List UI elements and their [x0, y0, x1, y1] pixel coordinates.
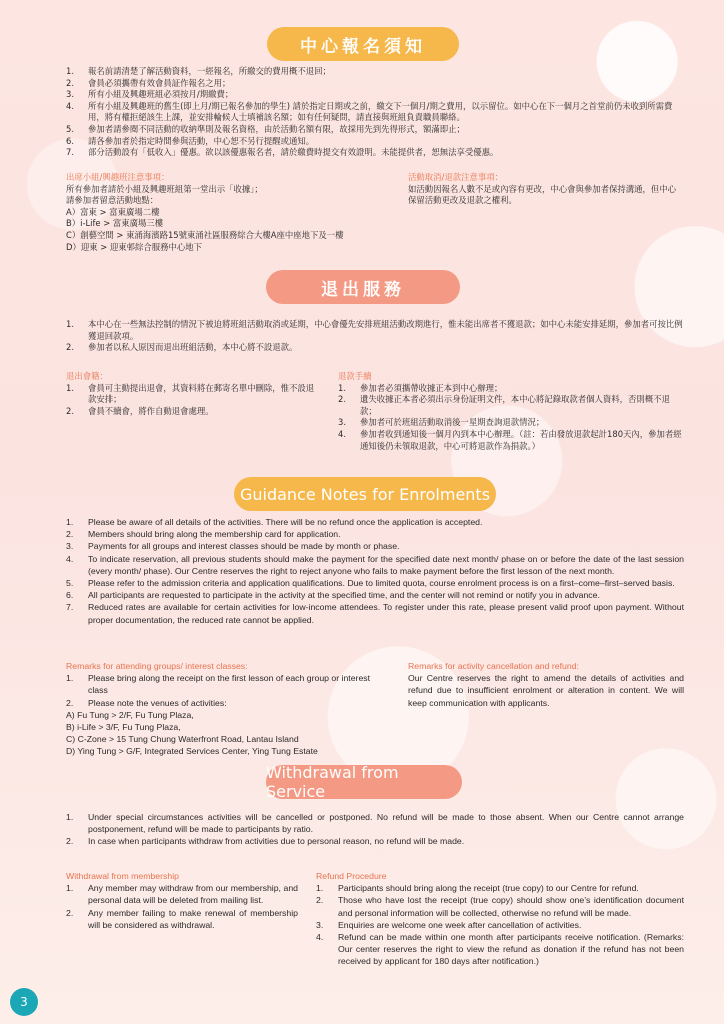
list-item: 4. 參加者收到通知後一個月內到本中心辦理。（註：若由發放退款起計180天內，參加者經通知後仍未領取退款，中心可將退款作為捐款。） — [338, 428, 682, 451]
list-item: 2. Please note the venues of activities: — [66, 697, 227, 708]
list-item: 7. Reduced rates are available for certain activities for low-income attendees. To register under this rate, please present valid proof upon payment. Without proper documentation, the reduced rate cannot be applied. — [66, 602, 684, 625]
list-item: 2. Members should bring along the membership card for application. — [66, 529, 341, 540]
attend-notes-zh — [66, 172, 386, 253]
list-item: 1. 本中心在一些無法控制的情況下被迫將班組活動取消或延期，中心會優先安排班組活動改期進行，惟未能出席者不獲退款；如中心未能安排延期，參加者可按比例獲退回款項。 — [66, 319, 683, 341]
list-item: 1. 會員可主動提出退會，其資料將在郵寄名單中刪除，惟不設退款安排； — [66, 382, 315, 405]
page-number-badge: 3 — [10, 988, 38, 1016]
list-item: 1. Please be aware of all details of the activities. There will be no refund once the application is accepted. — [66, 517, 483, 527]
cancel-text-zh: 如活動因報名人數不足或內容有更改，中心會與參加者保持溝通，但中心保留活動更改及退款之權利。 — [408, 183, 676, 206]
list-item: 6. 請各參加者於指定時間參與活動，中心恕不另行提醒或通知。 — [66, 135, 315, 146]
withdraw-list-en — [66, 811, 684, 848]
list-item: 2. Those who have lost the receipt (true copy) should show one’s identification document and personal information will be collected, otherwise no refund will be made. — [316, 895, 684, 918]
refund-notes-en — [316, 870, 684, 968]
enrol-list-zh — [66, 66, 684, 159]
list-item: 3. Payments for all groups and interest classes should be made by month or phase. — [66, 541, 400, 552]
list-item: 1. 參加者必須攜帶收據正本到中心辦理； — [338, 382, 503, 393]
venue-item: A）富東 > 富東廣場二樓 — [66, 206, 160, 217]
refund-heading-zh: 退款手續 — [338, 371, 372, 381]
attend-heading-zh: 出席小組/興趣班注意事項： — [66, 172, 170, 182]
list-item: 4. Refund can be made within one month after participants receive notification. (Remarks: Our center reserves the right to view the refund as donation if the refund has not been received by applicant for 180 days after notification.) — [316, 932, 684, 967]
refund-heading-en: Refund Procedure — [316, 871, 387, 881]
venue-item: C) C-Zone > 15 Tung Chung Waterfront Road, Lantau Island — [66, 734, 299, 745]
list-item: 5. Please refer to the admission criteria and application qualifications. Due to limited quota, course enrolment process is on a first–come–first–served basis. — [66, 578, 675, 589]
list-item: 2. 遺失收據正本者必須出示身份証明文件，本中心將記錄取款者個人資料，否則概不退款； — [338, 394, 670, 416]
list-item: 3. 所有小組及興趣班組必須按月/期繳費； — [66, 89, 234, 100]
list-item: 1. Any member may withdraw from our membership, and personal data will be deleted from mailing list. — [66, 883, 298, 906]
list-item: 2. In case when participants withdraw from activities due to personal reason, no refund will be made. — [66, 836, 465, 847]
cancel-notes-en — [408, 660, 684, 709]
list-item: 2. 會員不續會，將作自動退會處理。 — [66, 405, 214, 416]
list-item: 7. 部分活動設有「低收入」優惠。欲以該優惠報名者，請於繳費時提交有效證明。未能提供者，恕無法享受優惠。 — [66, 147, 499, 158]
enrol-title-en: Guidance Notes for Enrolments — [234, 477, 496, 511]
venue-item: A) Fu Tung > 2/F, Fu Tung Plaza, — [66, 709, 194, 720]
member-heading-zh: 退出會籍： — [66, 371, 108, 381]
enrol-title-zh: 中心報名須知 — [267, 27, 459, 61]
attend-notes-en — [66, 660, 386, 758]
member-notes-zh — [66, 371, 322, 417]
list-item: 6. All participants are requested to participate in the activity at the specified time, and the center will not remind or notify you in advance. — [66, 590, 600, 601]
withdraw-title-en: Withdrawal from Service — [266, 765, 462, 799]
cancel-text-en: Our Centre reserves the right to amend the details of activities and refund due to insufficient enrolment or alteration in content. We will keep communication with applicants. — [408, 673, 684, 708]
list-item: 4. To indicate reservation, all previous students should make the payment for the specified date next month/ phase on or before the date of the last session (every month/ phase). Our Centre reserves the right to reject anyone who fails to make payment before the first lesson of the next month. — [66, 553, 684, 576]
attend-line: 請參加者留意活動地點： — [66, 195, 159, 206]
cancel-notes-zh — [408, 172, 684, 207]
withdraw-title-zh: 退出服務 — [266, 270, 460, 304]
list-item: 1. Under special circumstances activities will be cancelled or postponed. No refund will be made to those absent. When our Centre cannot arrange postponement, refund will be made to participants by ratio. — [66, 812, 684, 835]
list-item: 2. Any member failing to make renewal of membership will be considered as withdrawal. — [66, 907, 298, 930]
list-item: 3. Enquiries are welcome one week after cancellation of activities. — [316, 919, 582, 930]
withdraw-list-zh — [66, 319, 684, 354]
venue-item: C）創藝空間 > 東涌海濱路15號東涌社區服務綜合大樓A座中座地下及一樓 — [66, 229, 344, 240]
list-item: 1. Participants should bring along the receipt (true copy) to our Centre for refund. — [316, 883, 639, 894]
list-item: 2. 會員必須攜帶有效會員証作報名之用； — [66, 77, 231, 88]
refund-notes-zh — [338, 371, 684, 452]
list-item: 1. 報名前請清楚了解活動資料，一經報名，所繳交的費用概不退回； — [66, 66, 331, 76]
list-item: 4. 所有小組及興趣班的舊生(即上月/期已報名參加的學生) 請於指定日期或之前，繳交下一個月/期之費用，以示留位。如中心在下一個月之首堂前仍未收到所需費用，將有權拒絕該生上課，並安排輪候人士填補該名額；如有任何疑問，請直接與班組負責職員聯絡。 — [66, 100, 673, 123]
list-item: 3. 參加者可於班組活動取消後一星期查詢退款情況； — [338, 417, 545, 428]
venue-item: D）迎東 > 迎東邨綜合服務中心地下 — [66, 241, 203, 252]
attend-line: 所有參加者請於小組及興趣班組第一堂出示「收據」； — [66, 183, 263, 194]
enrol-list-en — [66, 516, 684, 626]
attend-heading-en: Remarks for attending groups/ interest classes: — [66, 661, 248, 671]
member-heading-en: Withdrawal from membership — [66, 871, 179, 881]
list-item: 1. Please bring along the receipt on the first lesson of each group or interest class — [66, 673, 371, 696]
cancel-heading-en: Remarks for activity cancellation and refund: — [408, 661, 579, 671]
venue-item: B) i-Life > 3/F, Fu Tung Plaza, — [66, 722, 181, 733]
list-item: 2. 參加者以私人原因而退出班組活動，本中心將不設退款。 — [66, 342, 298, 353]
member-notes-en — [66, 870, 298, 931]
venue-item: D) Ying Tung > G/F, Integrated Services Center, Ying Tung Estate — [66, 746, 318, 757]
list-item: 5. 參加者請參閱不同活動的收納準則及報名資格，由於活動名額有限，故採用先到先得形式，額滿即止； — [66, 123, 465, 134]
venue-item: B）i-Life > 富東廣場三樓 — [66, 218, 164, 229]
cancel-heading-zh: 活動取消/退款注意事項： — [408, 172, 503, 182]
